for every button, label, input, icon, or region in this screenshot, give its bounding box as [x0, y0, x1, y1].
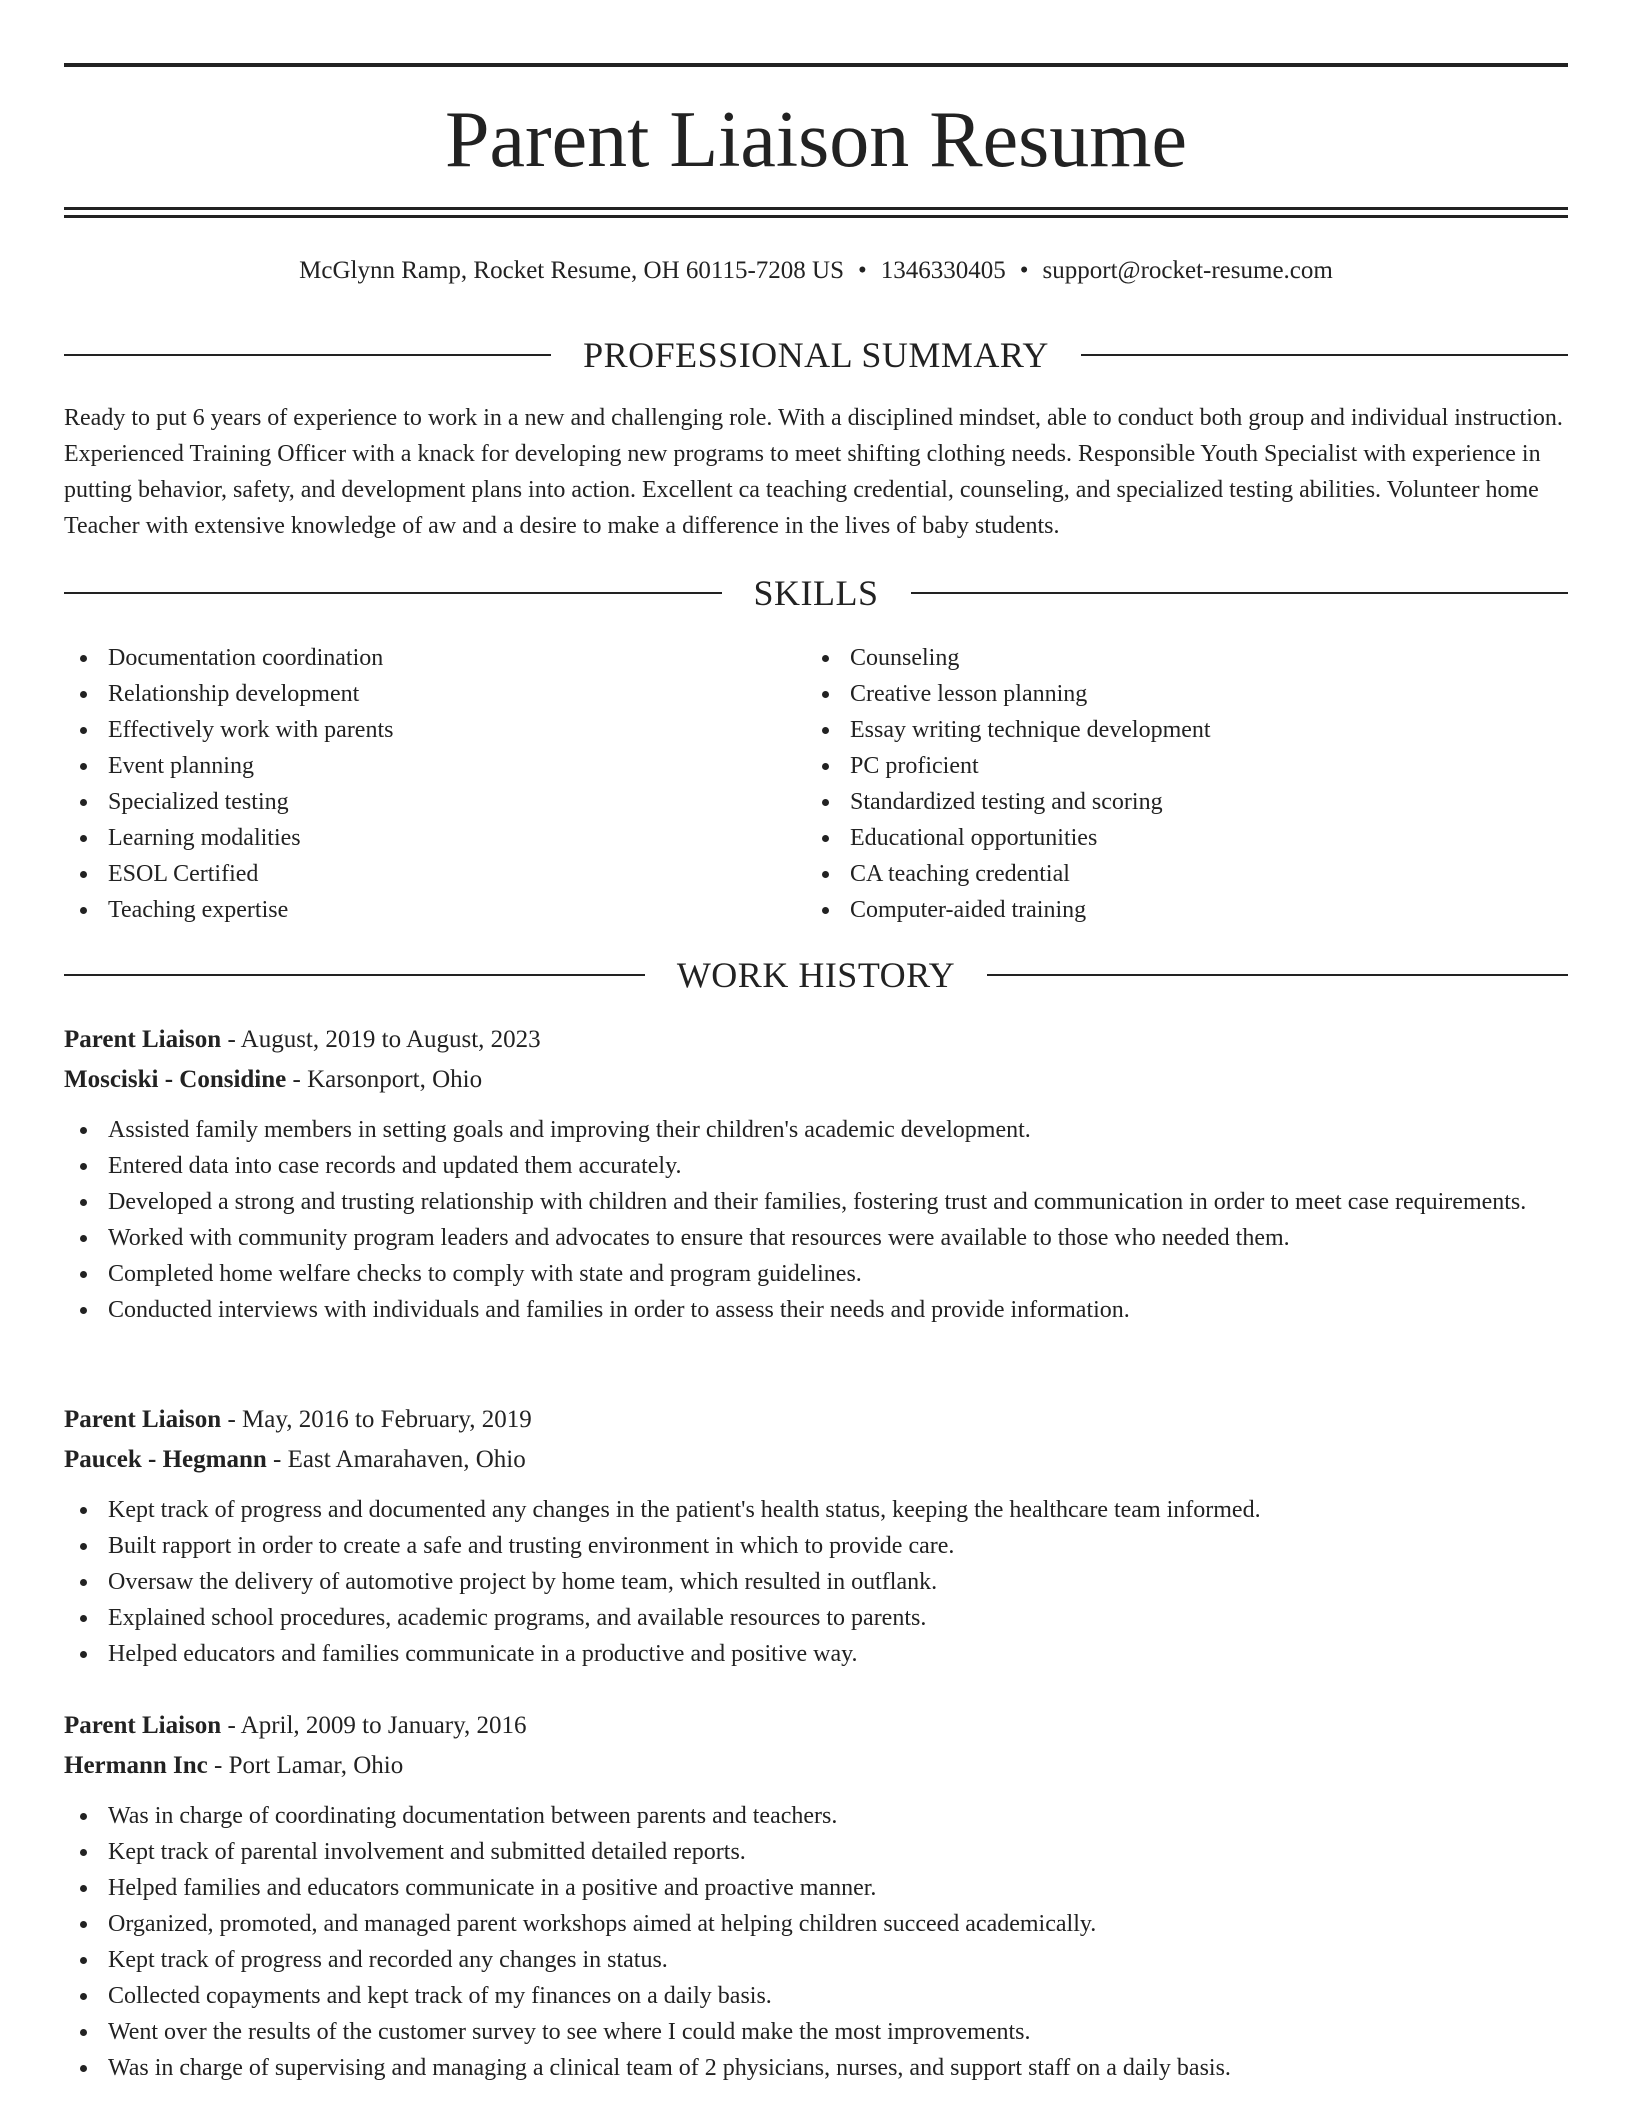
list-item: Was in charge of coordinating documentation between parents and teachers. [64, 1798, 1568, 1834]
list-item: Explained school procedures, academic programs, and available resources to parents. [64, 1600, 1568, 1636]
list-item: Collected copayments and kept track of my finances on a daily basis. [64, 1978, 1568, 2014]
contact-phone: 1346330405 [880, 257, 1006, 284]
list-item: PC proficient [806, 748, 1486, 784]
list-item: Assisted family members in setting goals and improving their children's academic development. [64, 1112, 1568, 1148]
section-rule-right [987, 974, 1568, 976]
page-title: Parent Liaison Resume [444, 96, 1188, 184]
list-item: Teaching expertise [64, 892, 744, 928]
contact-email[interactable]: support@rocket-resume.com [1042, 257, 1333, 284]
list-item: Educational opportunities [806, 820, 1486, 856]
section-header-skills [64, 568, 1568, 618]
contact-separator: • [858, 257, 867, 284]
job-company: Mosciski - Considine [64, 1066, 287, 1093]
list-item: CA teaching credential [806, 856, 1486, 892]
list-item: Counseling [806, 640, 1486, 676]
section-rule-right [911, 592, 1569, 594]
list-item: Kept track of progress and recorded any changes in status. [64, 1942, 1568, 1978]
list-item: Kept track of progress and documented any changes in the patient's health status, keeping the healthcare team informed. [64, 1492, 1568, 1528]
section-rule-left [64, 974, 645, 976]
list-item: Event planning [64, 748, 744, 784]
list-item: Learning modalities [64, 820, 744, 856]
job-bullets [64, 1492, 1568, 1672]
top-rule [64, 63, 1568, 67]
job-company: Paucek - Hegmann [64, 1446, 267, 1473]
section-title-summary: PROFESSIONAL SUMMARY [583, 335, 1049, 375]
job-entry [64, 1400, 1568, 1672]
list-item: Kept track of parental involvement and submitted detailed reports. [64, 1834, 1568, 1870]
list-item: Effectively work with parents [64, 712, 744, 748]
list-item: Documentation coordination [64, 640, 744, 676]
list-item: ESOL Certified [64, 856, 744, 892]
job-title: Parent Liaison [64, 1026, 222, 1053]
list-item: Completed home welfare checks to comply with state and program guidelines. [64, 1256, 1568, 1292]
contact-line [64, 254, 1568, 288]
contact-separator: • [1019, 257, 1029, 284]
list-item: Relationship development [64, 676, 744, 712]
job-location: - East Amarahaven, Ohio [266, 1446, 526, 1473]
section-title-skills: SKILLS [753, 573, 879, 613]
list-item: Went over the results of the customer survey to see where I could make the most improvements. [64, 2014, 1568, 2050]
list-item: Oversaw the delivery of automotive project by home team, which resulted in outflank. [64, 1564, 1568, 1600]
job-company-line [64, 1060, 1568, 1100]
list-item: Built rapport in order to create a safe and trusting environment in which to provide care. [64, 1528, 1568, 1564]
list-item: Worked with community program leaders and advocates to ensure that resources were available to those who needed them. [64, 1220, 1568, 1256]
job-title: Parent Liaison [64, 1406, 222, 1433]
job-location: - Karsonport, Ohio [286, 1066, 483, 1093]
list-item: Entered data into case records and updated them accurately. [64, 1148, 1568, 1184]
section-title-work: WORK HISTORY [676, 955, 956, 995]
summary-text: Ready to put 6 years of experience to work in a new and challenging role. With a disciplined mindset, able to conduct both group and individual instruction. Experienced Training Officer with a knack for developing new programs to meet shifting clothing needs. Responsible Youth Specialist with experience in putting behavior, safety, and development plans into action. Excellent ca teaching credential, counseling, and specialized testing abilities. Volunteer home Teacher with extensive knowledge of aw and a desire to make a difference in the lives of baby students. [64, 405, 1563, 539]
job-bullets [64, 1798, 1568, 2086]
job-entry [64, 1706, 1568, 2086]
list-item: Was in charge of supervising and managing a clinical team of 2 physicians, nurses, and support staff on a daily basis. [64, 2050, 1568, 2086]
skills-list-left [64, 640, 744, 928]
job-dates: - April, 2009 to January, 2016 [221, 1712, 527, 1739]
job-dates: - August, 2019 to August, 2023 [221, 1026, 541, 1053]
list-item: Developed a strong and trusting relationship with children and their families, fostering trust and communication in order to meet case requirements. [64, 1184, 1568, 1220]
job-entry [64, 1020, 1568, 1328]
list-item: Computer-aided training [806, 892, 1486, 928]
contact-address: McGlynn Ramp, Rocket Resume, OH 60115-7208 US [299, 257, 845, 284]
section-rule-left [64, 354, 551, 356]
job-company: Hermann Inc [64, 1752, 208, 1779]
section-header-work [64, 950, 1568, 1000]
skills-list-right [806, 640, 1486, 928]
list-item: Helped educators and families communicate in a productive and positive way. [64, 1636, 1568, 1672]
job-title-line [64, 1706, 1568, 1746]
job-company-line [64, 1440, 1568, 1480]
section-rule-right [1081, 354, 1568, 356]
job-company-line [64, 1746, 1568, 1786]
section-header-summary [64, 330, 1568, 380]
job-bullets [64, 1112, 1568, 1328]
section-rule-left [64, 592, 722, 594]
list-item: Conducted interviews with individuals and families in order to assess their needs and provide information. [64, 1292, 1568, 1328]
list-item: Specialized testing [64, 784, 744, 820]
list-item: Essay writing technique development [806, 712, 1486, 748]
list-item: Standardized testing and scoring [806, 784, 1486, 820]
list-item: Creative lesson planning [806, 676, 1486, 712]
title-double-rule [64, 207, 1568, 218]
job-title-line [64, 1400, 1568, 1440]
job-location: - Port Lamar, Ohio [207, 1752, 404, 1779]
job-title-line [64, 1020, 1568, 1060]
list-item: Organized, promoted, and managed parent workshops aimed at helping children succeed academically. [64, 1906, 1568, 1942]
list-item: Helped families and educators communicate in a positive and proactive manner. [64, 1870, 1568, 1906]
job-title: Parent Liaison [64, 1712, 222, 1739]
job-dates: - May, 2016 to February, 2019 [221, 1406, 532, 1433]
